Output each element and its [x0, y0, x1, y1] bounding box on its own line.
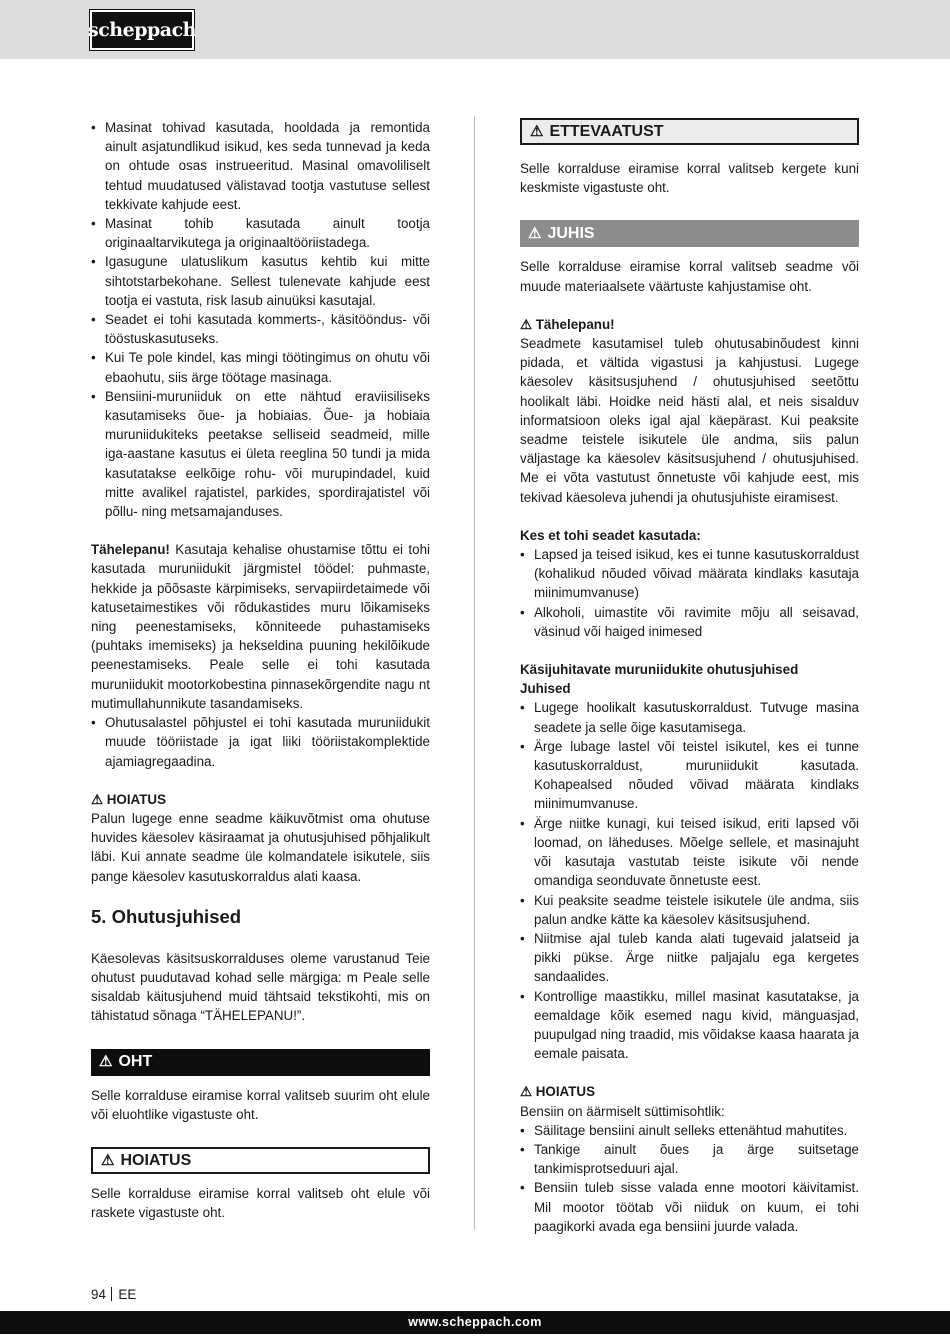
- page-number: [91, 1287, 136, 1302]
- ettevaatust-label: ETTEVAATUST: [549, 122, 664, 140]
- attention-label: Tähelepanu!: [91, 542, 170, 558]
- warning-icon: ⚠: [520, 1084, 533, 1100]
- tahelepanu-text: Seadmete kasutamisel tuleb ohutusabinõudest kinni pidada, et vältida vigastusi ja kahjustusi. Lugege käesolev käsitsusjuhend / ohutusjuhised seetõttu hoolikalt läbi. Hoidke neid hästi alal, et neis sisalduv informatsioon oleks igal ajal käepärast. Kui peaksite seadme teistele isikutele üle andma, siis palun väljastage ka käesolev käsitsusjuhend / ohutusjuhised. Me ei võta vastutust õnnetuste või kahjude eest, mis tekivad käesoleva juhendi ja ohutusjuhiste eiramisest.: [520, 336, 859, 505]
- hoiatus2-heading-label: HOIATUS: [535, 1084, 596, 1100]
- warning-icon: ⚠: [520, 316, 533, 332]
- list-item: • Seadet ei tohi kasutada kommerts-, käsitööndus- või tööstuskasutuseks.: [91, 310, 430, 348]
- hoiatus-bar-label: HOIATUS: [120, 1151, 192, 1169]
- kes-list: [520, 545, 859, 641]
- juhis-text: Selle korralduse eiramise korral valitseb seadme või muude materiaalsete väärtuste kahjustamise oht.: [520, 259, 859, 294]
- list-item: • Kontrollige maastikku, millel masinat kasutatakse, ja eemaldage kõik esemed nagu kivid, mänguasjad, puupulgad ning traadid, mis võidakse kaasa haarata ja eemale paisata.: [520, 987, 859, 1064]
- language-code: EE: [118, 1287, 137, 1302]
- juhis-label: JUHIS: [547, 225, 595, 243]
- list-item: • Masinat tohib kasutada ainult tootja originaaltarvikutega ja originaaltööriistadega.: [91, 214, 430, 252]
- list-item: • Niitmise ajal tuleb kanda alati tugevaid jalatseid ja pikki pükse. Ärge niitke paljajalu ega kergetes sandaalides.: [520, 929, 859, 987]
- right-column: [520, 118, 859, 1236]
- website-link[interactable]: www.scheppach.com: [408, 1315, 542, 1329]
- logo-text: scheppach: [88, 19, 196, 41]
- juhised-list: [520, 698, 859, 1063]
- list-item: • Kui peaksite seadme teistele isikutele üle andma, siis palun andke kätte ka käesolev käsitsusjuhend.: [520, 891, 859, 929]
- list-item: • Masinat tohivad kasutada, hooldada ja remontida ainult asjatundlikud isikud, kes seda tunnevad ja keda on ohtude osas instrueeritud. Masinal omavoliliselt tehtud muudatused välistavad tootja vastutuse sellest tekkivate kahjude eest.: [91, 118, 430, 214]
- list-item: • Ärge lubage lastel või teistel isikutel, kes ei tunne kasutuskorraldust, muruniidukit kasutada. Kohapealsed nõuded võivad määrata kindlaks miinimumvanuse.: [520, 737, 859, 814]
- list-item: • Tankige ainult õues ja ärge suitsetage tankimisprotseduuri ajal.: [520, 1140, 859, 1178]
- hoiatus-text: Palun lugege enne seadme käikuvõtmist oma ohutuse huvides käesolev käsiraamat ja ohutusjuhised põhjalikult läbi. Kui annate seadme üle kolmandatele isikutele, siis pange käesolev kasutuskorraldus alati kaasa.: [91, 810, 430, 884]
- tahelepanu-heading: [520, 315, 859, 334]
- page-separator: [111, 1287, 113, 1301]
- section-intro: Käesolevas käsitsuskorralduses oleme varustanud Teie ohutust puudutavad kohad selle märgiga: m Peale selle sisaldab käitusjuhend muid tähtsaid tekstikohti, mis on tähistatud sõnaga “TÄHELEPANU!”.: [91, 950, 430, 1024]
- list-item: • Igasugune ulatuslikum kasutus kehtib kui mitte sihtotstarbekohane. Sellest tulenevate kahjude eest tootja ei vastuta, risk lasub ainuüksi kasutajal.: [91, 252, 430, 310]
- hoiatus2-intro: Bensiin on äärmiselt süttimisohtlik:: [520, 1103, 725, 1119]
- tahelepanu-heading-label: Tähelepanu!: [535, 316, 615, 332]
- scheppach-logo: [90, 10, 194, 50]
- warning-icon: ⚠: [101, 1151, 115, 1169]
- oht-text: Selle korralduse eiramise korral valitseb suurim oht elule või eluohtlike vigastuste oht.: [91, 1087, 430, 1122]
- page-header: [0, 0, 950, 59]
- warning-icon: ⚠: [528, 225, 542, 243]
- hoiatus-bar: [91, 1147, 430, 1174]
- page-number-value: 94: [91, 1287, 106, 1302]
- oht-label: OHT: [118, 1053, 153, 1071]
- list-item: • Bensiini-muruniiduk on ette nähtud eraviisiliseks kasutamiseks õue- ja hobiaias. Õue- ja hobiaia muruniidukiteks peetakse selliseid seadmeid, mille iga-aastane kasutus ei ületa reeglina 50 tundi ja mida kasutatakse eelkõige rohu- või murupindadel, kuid mitte avalikel rajatistel, parkides, spordirajatistel või põllu- ning metsamajanduses.: [91, 387, 430, 521]
- list-item: • Ohutusalastel põhjustel ei tohi kasutada muruniidukit muude tööriistade ja igat liiki tööriistakomplektide ajamiagregaadina.: [91, 713, 430, 771]
- list-item: • Bensiin tuleb sisse valada enne mootori käivitamist. Mil mootor töötab või niiduk on kuum, ei tohi paagikorki avada ega bensiini juurde valada.: [520, 1178, 859, 1236]
- attention-text: Kasutaja kehalise ohustamise tõttu ei tohi kasutada muruniidukit järgmistel töödel: puhmaste, hekkide ja põõsaste kärpimiseks, servapiirdetaimede või katusetaimestikes või rõdukastides muru lõikamiseks ning peenestamiseks, kõnniteede puhastamiseks (puhtaks imemiseks) ja hekseldina puuning hekilõikude peenestamiseks. Peale selle ei tohi kasutada muruniidukit mootorkobestina pinnasekõrgendite nagu nt mutimullahunnikute tasandamiseks.: [91, 542, 430, 711]
- left-column: [91, 118, 430, 1222]
- ettevaatust-bar: [520, 118, 859, 145]
- list-item: • Kui Te pole kindel, kas mingi töötingimus on ohutu või ebaohutu, siis ärge töötage masinaga.: [91, 348, 430, 386]
- list-item: • Lapsed ja teised isikud, kes ei tunne kasutuskorraldust (kohalikud nõuded võivad määrata kindlaks kasutaja miinimumvanuse): [520, 545, 859, 603]
- oht-bar: [91, 1049, 430, 1076]
- list-item: • Alkoholi, uimastite või ravimite mõju all seisavad, väsinud või haiged inimesed: [520, 603, 859, 641]
- list-item: • Ärge niitke kunagi, kui teised isikud, eriti lapsed või loomad, on läheduses. Mõelge sellele, et masinajuht või kasutaja vastutab teiste isikute või nende omandiga seonduvate õnnetuste eest.: [520, 814, 859, 891]
- section-title: 5. Ohutusjuhised: [91, 905, 242, 927]
- attention-paragraph: [91, 540, 430, 713]
- safety-reasons-list: [91, 713, 430, 771]
- warning-icon: ⚠: [91, 791, 104, 807]
- list-item: • Lugege hoolikalt kasutuskorraldust. Tutvuge masina seadete ja selle õige kasutamisega.: [520, 698, 859, 736]
- kasi-heading: Käsijuhitavate muruniidukite ohutusjuhised: [520, 662, 799, 678]
- bensiin-list: [520, 1121, 859, 1236]
- ettevaatust-text: Selle korralduse eiramise korral valitseb kergete kuni keskmiste vigastuste oht.: [520, 161, 859, 196]
- juhis-bar: [520, 220, 859, 247]
- hoiatus-bar-text: Selle korralduse eiramise korral valitseb oht elule või raskete vigastuste oht.: [91, 1185, 430, 1221]
- warning-icon: ⚠: [99, 1053, 113, 1071]
- column-divider: [474, 116, 475, 1230]
- warning-icon: ⚠: [530, 122, 544, 140]
- juhised-heading: Juhised: [520, 681, 571, 697]
- footer-bar: [0, 1311, 950, 1334]
- hoiatus-heading: [91, 790, 430, 809]
- hoiatus2-heading: [520, 1082, 859, 1101]
- hoiatus-heading-label: HOIATUS: [106, 791, 167, 807]
- kes-heading: Kes et tohi seadet kasutada:: [520, 527, 701, 543]
- list-item: • Säilitage bensiini ainult selleks ettenähtud mahutites.: [520, 1121, 859, 1140]
- usage-rules-list: [91, 118, 430, 521]
